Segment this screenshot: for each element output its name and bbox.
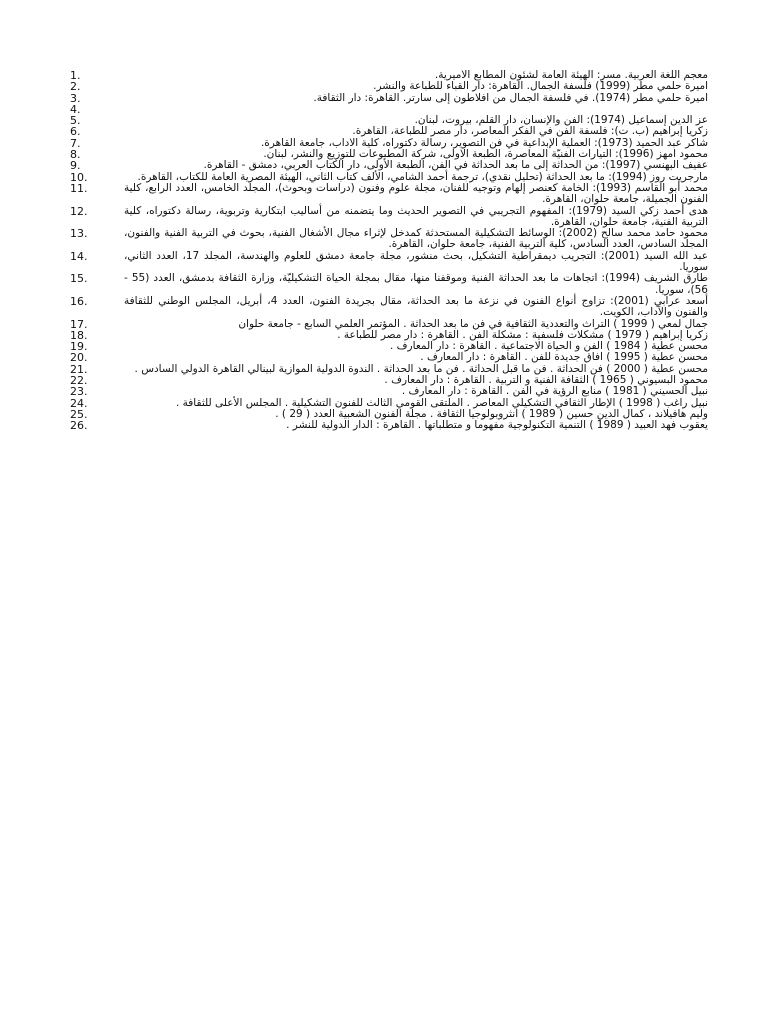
reference-text: نبيل الحسيني ( 1981 ) منابع الرؤية في الفن . القاهرة : دار المعارف . xyxy=(401,386,708,398)
reference-item xyxy=(68,160,708,171)
reference-number: 3. xyxy=(70,91,81,105)
reference-number: 21. xyxy=(70,362,88,376)
reference-number: 9. xyxy=(70,159,81,173)
reference-item xyxy=(68,70,708,81)
reference-item xyxy=(68,409,708,420)
reference-item xyxy=(68,330,708,341)
reference-number: 7. xyxy=(70,136,81,150)
reference-number: 8. xyxy=(70,148,81,162)
reference-item xyxy=(68,206,708,229)
reference-text: معجم اللغة العربية. مسر: الهيئة العامة لشئون المطابع الأميرية. xyxy=(434,70,708,81)
reference-item xyxy=(68,364,708,375)
reference-number: 1. xyxy=(70,69,81,82)
reference-text: محمود حامد محمد سالح (2002): الوسائط التشكيلية المستحدثة كمدخل لإثراء مجال الأشغال الفنية، بحوث في التربية الفنية والفنون، المجلد السادس، العدد السادس، كلية التربية الفنية، جامعة حلوان، القاهرة. xyxy=(124,227,708,251)
reference-number: 6. xyxy=(70,125,81,139)
reference-text: محمود أمهز (1996): التيارات الفنيّة المعاصرة، الطبعة الأولى، شركة المطبوعات للتوزيع والنشر، لبنان. xyxy=(263,149,708,161)
reference-item xyxy=(68,296,708,319)
reference-number: 2. xyxy=(70,80,81,94)
reference-text: زكريا إبراهيم (ب. ت): فلسفة الفن في الفكر المعاصر، دار مصر للطباعة، القاهرة. xyxy=(352,126,708,138)
reference-text: زكريا إبراهيم ( 1979 ) مشكلات فلسفية : مشكلة الفن . القاهرة : دار مصر للطباعة . xyxy=(337,329,708,341)
reference-text: أميرة حلمي مطر (1974). في فلسفة الجمال من أفلاطون إلى سارتر. القاهرة: دار الثقافة. xyxy=(313,92,708,104)
reference-number: 14. xyxy=(70,249,88,263)
reference-number: 24. xyxy=(70,396,88,410)
reference-text: شاكر عبد الحميد (1973): العملية الإبداعية في فن التصوير، رسالة دكتوراه، كلية الآداب، جامعة القاهرة. xyxy=(260,137,708,149)
reference-item xyxy=(68,319,708,330)
reference-number: 11. xyxy=(70,181,88,195)
reference-text: نبيل راغب ( 1998 ) الإطار الثقافي التشكيلي المعاصر . الملتقى القومي الثالث للفنون التشكيلية . المجلس الأعلى للثقافة . xyxy=(175,396,708,409)
reference-text: محمد أبو القاسم (1993): الخامة كعنصر إلهام وتوجيه للفنان، مجلة علوم وفنون (دراسات وبحوث)، المجلد الخامس، العدد الرابع، كلية الفنون الجميلة، جامعة حلوان، القاهرة. xyxy=(124,181,708,206)
reference-item xyxy=(68,398,708,409)
reference-number: 22. xyxy=(70,374,88,388)
reference-number: 13. xyxy=(70,227,88,241)
reference-number: 15. xyxy=(70,272,88,286)
reference-number: 17. xyxy=(70,317,88,331)
reference-text: عفيف البهنسي (1997): من الحداثة إلى ما بعد الحداثة في الفن، الطبعة الأولى، دار الكتاب العربي، دمشق - القاهرة. xyxy=(203,159,708,172)
reference-item xyxy=(68,251,708,274)
reference-text: يعقوب فهد العبيد ( 1989 ) التنمية التكنولوجية مفهوماً و متطلباتها . القاهرة : الدار الدولية للنشر . xyxy=(286,420,708,432)
reference-number: 25. xyxy=(70,407,88,421)
reference-item xyxy=(68,104,708,115)
reference-item xyxy=(68,93,708,104)
reference-text: محمود البسيوني ( 1965 ) الثقافة الفنية و التربية . القاهرة : دار المعارف . xyxy=(384,375,708,387)
reference-number: 20. xyxy=(70,351,88,365)
reference-number: 4. xyxy=(70,102,81,116)
reference-text: عبد الله السيد (2001): التجريب ديمقراطية التشكيل، بحث منشور، مجلة جامعة دمشق للعلوم والهندسة، المجلد 17، العدد الثاني، سوريا. xyxy=(124,249,708,274)
reference-text: عز الدين إسماعيل (1974): الفن والإنسان، دار القلم، بيروت، لبنان. xyxy=(414,115,708,127)
reference-number: 12. xyxy=(70,204,88,218)
reference-text: محسن عطية ( 1984 ) الفن و الحياة الاجتماعية . القاهرة : دار المعارف . xyxy=(389,341,708,353)
reference-item xyxy=(68,375,708,386)
reference-text: هدى أحمد زكي السيد (1979): المفهوم التجريبي في التصوير الحديث وما يتضمنه من أساليب ابتكارية وتربوية، رسالة دكتوراه، كلية التربية الفنية، جامعة حلوان، القاهرة. xyxy=(124,204,708,228)
reference-item xyxy=(68,341,708,352)
reference-text: وليم هافيلاند ، كمال الدين حسين ( 1989 ) أنثروبولوجيا الثقافة . مجلة الفنون الشعبية العدد ( 29 ) . xyxy=(275,408,708,420)
reference-text: مارجريت روز (1994): ما بعد الحداثة (تحليل نقدي)، ترجمة أحمد الشامي، الألف كتاب الثاني، الهيئة المصرية العامة للكتاب، القاهرة. xyxy=(137,170,708,183)
reference-number: 23. xyxy=(70,385,88,399)
reference-text: محسن عطية ( 2000 ) فن الحداثة . فن ما قبل الحداثة . فن ما بعد الحداثة . الندوة الدولية الموازية لبينالي القاهرة الدولي السادس . xyxy=(134,362,708,375)
reference-item xyxy=(68,386,708,397)
reference-item xyxy=(68,183,708,206)
reference-number: 19. xyxy=(70,340,88,354)
reference-item xyxy=(68,420,708,431)
reference-number: 26. xyxy=(70,419,88,433)
reference-item xyxy=(68,228,708,251)
reference-text: جمال لمعي ( 1999 ) التراث والتعددية الثقافية في فن ما بعد الحداثة . المؤتمر العلمي السابع - جامعة حلوان xyxy=(238,318,708,330)
reference-item xyxy=(68,126,708,137)
reference-text: طارق الشريف (1994): اتجاهات ما بعد الحداثة الفنية وموقفنا منها، مقال بمجلة الحياة التشكيليّة، وزارة الثقافة بدمشق، العدد (55 - 56)، سوريا. xyxy=(124,272,708,296)
reference-text: محسن عطية ( 1995 ) آفاق جديدة للفن . القاهرة : دار المعارف . xyxy=(420,352,708,364)
reference-number: 10. xyxy=(70,170,88,184)
reference-text: أسعد عرابي (2001): تزاوج أنواع الفنون في نزعة ما بعد الحداثة، مقال بجريدة الفنون، العدد 4، أبريل، المجلس الوطني للثقافة والفنون والآداب، الكويت. xyxy=(124,294,708,319)
reference-number: 5. xyxy=(70,114,81,128)
reference-number: 18. xyxy=(70,328,88,342)
reference-item xyxy=(68,81,708,92)
reference-item xyxy=(68,115,708,126)
reference-number: 16. xyxy=(70,294,88,308)
reference-item xyxy=(68,273,708,296)
reference-list xyxy=(68,70,708,432)
reference-text: أميرة حلمي مطر (1999) فلسفة الجمال. القاهرة: دار القباء للطباعة والنشر. xyxy=(373,81,708,93)
reference-item xyxy=(68,138,708,149)
